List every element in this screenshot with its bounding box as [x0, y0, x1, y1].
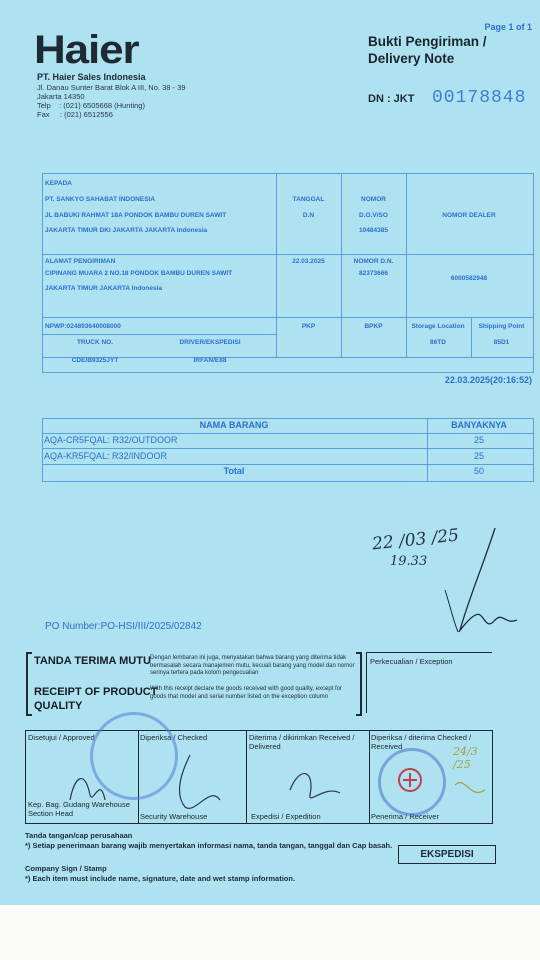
item-row-1-name: AQA-CR5FQAL: R32/OUTDOOR — [44, 435, 178, 445]
nomor-label: NOMOR — [361, 196, 386, 203]
recipient-addr1: JL BABUKI RAHMAT 18A PONDOK BAMBU DUREN SAWIT — [45, 212, 227, 219]
npwp: NPWP:024893640008000 — [45, 323, 121, 330]
nomor-sub: D.O.V/SO — [359, 212, 388, 219]
footer-note2-title: Company Sign / Stamp — [25, 864, 107, 873]
exception-label: Perkecualian / Exception — [370, 657, 453, 666]
footer-note1: *) Setiap penerimaan barang wajib menyertakan informasi nama, tanda tangan, tanggal dan Cap basah. — [25, 841, 393, 850]
warehouse-head-label: Kep. Bag. Gudang Warehouse Section Head — [28, 800, 130, 818]
driver-label: DRIVER/EKSPEDISI — [179, 339, 241, 346]
dn-label: DN : JKT — [368, 93, 415, 105]
receiver-label: Penerima / Receiver — [371, 812, 439, 821]
bpkp-label: BPKP — [364, 323, 383, 330]
po-number: PO Number:PO-HSI/III/2025/02842 — [45, 621, 202, 632]
dealer-label: NOMOR DEALER — [442, 212, 496, 219]
recipient-addr2: JAKARTA TIMUR DKI JAKARTA JAKARTA Indonesia — [45, 227, 208, 234]
footer-note2: *) Each item must include name, signature, date and wet stamp information. — [25, 874, 296, 883]
checked-received-label: Diperiksa / diterima Checked / Received — [371, 733, 472, 751]
storage-value: 86TD — [430, 339, 446, 346]
received-label: Diterima / dikirimkan Received / Delivered — [249, 733, 355, 751]
truck-value: CDE/B9325JYT — [71, 357, 119, 364]
col-nama-barang: NAMA BARANG — [199, 420, 269, 430]
item-row-1-qty: 25 — [473, 435, 484, 445]
nomor-value: 10484385 — [359, 227, 388, 234]
receipt-text-en: With this receipt declare the goods received with good quality, except for goods that model and serial number listed on the exception column — [150, 686, 342, 700]
approved-label: Disetujui / Approved — [28, 733, 95, 742]
tanggal-sub: D.N — [302, 212, 315, 219]
dn-number: 00178848 — [432, 88, 527, 108]
document-title: Bukti Pengiriman / Delivery Note — [368, 34, 487, 66]
nomor-dn-label: NOMOR D.N. — [353, 258, 394, 265]
receipt-title-en2: QUALITY — [34, 700, 83, 712]
truck-label: TRUCK NO. — [76, 339, 114, 346]
handwritten-time: 19.33 — [390, 554, 428, 569]
ship-addr1: CIPINANG MUARA 2 NO.18 PONDOK BAMBU DUREN SAWIT — [45, 270, 233, 277]
checked-label: Diperiksa / Checked — [140, 733, 208, 742]
storage-label: Storage Location — [411, 323, 465, 330]
bracket-left — [26, 652, 32, 716]
security-label: Security Warehouse — [140, 812, 208, 821]
signature-scribbles — [60, 745, 520, 820]
haier-logo: Haier — [34, 28, 139, 72]
bracket-right — [356, 652, 362, 716]
receipt-title-id: TANDA TERIMA MUTU — [34, 655, 151, 667]
expedition-label: Expedisi / Expedition — [251, 812, 321, 821]
print-timestamp: 22.03.2025(20:16:52) — [444, 375, 532, 385]
receipt-title-en1: RECEIPT OF PRODUCT — [34, 686, 158, 698]
item-row-2-name: AQA-KR5FQAL: R32/INDOOR — [44, 451, 168, 461]
page-indicator: Page 1 of 1 — [484, 22, 532, 32]
ekspedisi-copy-label: EKSPEDISI — [398, 845, 496, 864]
total-label: Total — [223, 466, 245, 476]
recipient-name: PT. SANKYO SAHABAT INDONESIA — [45, 196, 156, 203]
signature-scribble — [425, 520, 535, 650]
item-row-2-qty: 25 — [473, 451, 484, 461]
company-name: PT. Haier Sales Indonesia — [37, 72, 146, 82]
dn-date: 22.03.2025 — [292, 258, 325, 265]
pkp-label: PKP — [301, 323, 316, 330]
footer-note1-title: Tanda tangan/cap perusahaan — [25, 831, 133, 840]
nomor-dn-value: 82373666 — [359, 270, 388, 277]
shipping-value: 85D1 — [493, 339, 510, 346]
total-qty: 50 — [473, 466, 484, 476]
driver-value: IRFAN/E88 — [193, 357, 227, 364]
company-address: Jl. Danau Sunter Barat Blok A III, No. 38 - 39 Jakarta 14350 Telp : (021) 6505668 (Hunting) Fax : (021) 6512556 — [37, 83, 186, 119]
kepada-label: KEPADA — [45, 180, 72, 187]
col-banyaknya: BANYAKNYA — [451, 420, 507, 430]
handwritten-receive-date: 24/3 /25 — [453, 745, 478, 771]
tanggal-label: TANGGAL — [292, 196, 325, 203]
dealer-value: 6000582948 — [450, 275, 488, 282]
shipping-label: Shipping Point — [478, 323, 525, 330]
ship-addr2: JAKARTA TIMUR JAKARTA Indonesia — [45, 285, 162, 292]
handwritten-date: 22 /03 /25 — [371, 525, 460, 555]
alamat-label: ALAMAT PENGIRIMAN — [45, 258, 116, 265]
receipt-text-id: Dengan lembaran ini juga, menyatakan bahwa barang yang diterima tidak bermasalah secara manajemen mutu, kecuali barang yang model dan nomor serinya tertera pada kolom pengecualian — [150, 655, 355, 676]
